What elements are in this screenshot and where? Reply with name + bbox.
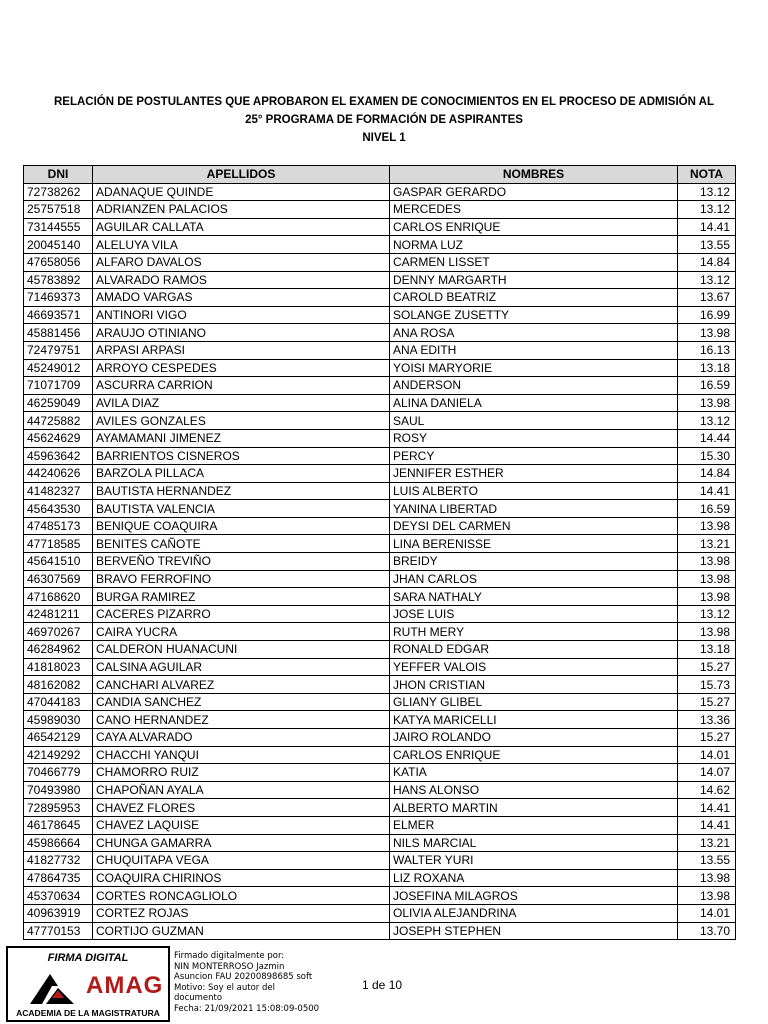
table-row [24, 588, 736, 606]
cell-nombres: SARA NATHALY [390, 588, 678, 606]
table-row [24, 482, 736, 500]
cell-nota: 14.41 [678, 816, 736, 834]
cell-apellidos: AGUILAR CALLATA [93, 218, 390, 236]
cell-nota: 13.36 [678, 711, 736, 729]
cell-nota: 16.13 [678, 341, 736, 359]
cell-apellidos: CHAMORRO RUIZ [93, 764, 390, 782]
cell-dni: 45989030 [24, 711, 93, 729]
cell-nota: 13.21 [678, 535, 736, 553]
table-row [24, 201, 736, 219]
cell-nota: 13.18 [678, 641, 736, 659]
cell-apellidos: BAUTISTA VALENCIA [93, 500, 390, 518]
cell-apellidos: BERVEÑO TREVIÑO [93, 553, 390, 571]
table-row [24, 341, 736, 359]
cell-dni: 44240626 [24, 465, 93, 483]
cell-nombres: BREIDY [390, 553, 678, 571]
cell-nota: 15.73 [678, 676, 736, 694]
cell-dni: 46970267 [24, 623, 93, 641]
table-row [24, 183, 736, 201]
cell-nombres: YANINA LIBERTAD [390, 500, 678, 518]
cell-apellidos: CORTIJO GUZMAN [93, 922, 390, 940]
cell-apellidos: ARROYO CESPEDES [93, 359, 390, 377]
cell-apellidos: CACERES PIZARRO [93, 605, 390, 623]
table-row [24, 676, 736, 694]
cell-apellidos: ARPASI ARPASI [93, 341, 390, 359]
cell-apellidos: COAQUIRA CHIRINOS [93, 869, 390, 887]
cell-dni: 42149292 [24, 746, 93, 764]
cell-nota: 13.55 [678, 852, 736, 870]
cell-nombres: RUTH MERY [390, 623, 678, 641]
cell-nombres: OLIVIA ALEJANDRINA [390, 904, 678, 922]
cell-apellidos: ADANAQUE QUINDE [93, 183, 390, 201]
table-row [24, 693, 736, 711]
table-row [24, 271, 736, 289]
table-row [24, 412, 736, 430]
cell-dni: 72738262 [24, 183, 93, 201]
cell-dni: 70466779 [24, 764, 93, 782]
cell-nombres: YEFFER VALOIS [390, 658, 678, 676]
cell-nota: 13.98 [678, 887, 736, 905]
cell-dni: 72479751 [24, 341, 93, 359]
cell-nota: 14.01 [678, 904, 736, 922]
table-row [24, 641, 736, 659]
cell-nota: 13.98 [678, 553, 736, 571]
table-row [24, 517, 736, 535]
applicants-table [23, 165, 736, 940]
cell-nota: 13.98 [678, 869, 736, 887]
cell-dni: 42481211 [24, 605, 93, 623]
cell-apellidos: CHAVEZ LAQUISE [93, 816, 390, 834]
cell-apellidos: CANDIA SANCHEZ [93, 693, 390, 711]
cell-nota: 16.59 [678, 500, 736, 518]
cell-dni: 47485173 [24, 517, 93, 535]
cell-nombres: DENNY MARGARTH [390, 271, 678, 289]
cell-nombres: GASPAR GERARDO [390, 183, 678, 201]
cell-nota: 14.41 [678, 799, 736, 817]
cell-dni: 45624629 [24, 429, 93, 447]
table-row [24, 904, 736, 922]
cell-nota: 13.12 [678, 412, 736, 430]
cell-nota: 13.70 [678, 922, 736, 940]
cell-dni: 45643530 [24, 500, 93, 518]
cell-nombres: JENNIFER ESTHER [390, 465, 678, 483]
cell-nota: 15.27 [678, 658, 736, 676]
cell-nombres: GLIANY GLIBEL [390, 693, 678, 711]
table-row [24, 570, 736, 588]
cell-dni: 25757518 [24, 201, 93, 219]
cell-apellidos: BARRIENTOS CISNEROS [93, 447, 390, 465]
cell-nombres: ALINA DANIELA [390, 394, 678, 412]
header-dni: DNI [24, 166, 93, 184]
cell-nota: 14.84 [678, 465, 736, 483]
cell-nota: 14.44 [678, 429, 736, 447]
table-row [24, 623, 736, 641]
signature-details [174, 951, 324, 1015]
cell-apellidos: AYAMAMANI JIMENEZ [93, 429, 390, 447]
cell-apellidos: BARZOLA PILLACA [93, 465, 390, 483]
cell-nota: 13.12 [678, 201, 736, 219]
cell-dni: 41827732 [24, 852, 93, 870]
cell-nombres: ELMER [390, 816, 678, 834]
page-number: 1 de 10 [362, 978, 403, 992]
signature-line: Fecha: 21/09/2021 15:08:09-0500 [174, 1003, 320, 1014]
table-row [24, 799, 736, 817]
cell-dni: 47658056 [24, 253, 93, 271]
cell-apellidos: CAIRA YUCRA [93, 623, 390, 641]
cell-dni: 47168620 [24, 588, 93, 606]
cell-nota: 14.01 [678, 746, 736, 764]
cell-nota: 13.21 [678, 834, 736, 852]
cell-nombres: KATYA MARICELLI [390, 711, 678, 729]
table-row [24, 377, 736, 395]
cell-nota: 13.98 [678, 394, 736, 412]
table-row [24, 324, 736, 342]
cell-dni: 45370634 [24, 887, 93, 905]
cell-nota: 15.27 [678, 729, 736, 747]
table-row [24, 500, 736, 518]
header-apellidos: APELLIDOS [93, 166, 390, 184]
cell-nombres: NORMA LUZ [390, 236, 678, 254]
signature-line: NIN MONTERROSO Jazmin [174, 961, 285, 972]
digital-signature-logo [6, 946, 170, 1022]
cell-dni: 71071709 [24, 377, 93, 395]
cell-apellidos: CAYA ALVARADO [93, 729, 390, 747]
cell-apellidos: CHACCHI YANQUI [93, 746, 390, 764]
cell-nota: 13.18 [678, 359, 736, 377]
cell-dni: 46259049 [24, 394, 93, 412]
table-row [24, 236, 736, 254]
table-row [24, 447, 736, 465]
cell-apellidos: ARAUJO OTINIANO [93, 324, 390, 342]
cell-dni: 73144555 [24, 218, 93, 236]
cell-nombres: JHON CRISTIAN [390, 676, 678, 694]
cell-dni: 44725882 [24, 412, 93, 430]
table-row [24, 535, 736, 553]
cell-nota: 14.62 [678, 781, 736, 799]
cell-nota: 13.98 [678, 324, 736, 342]
cell-apellidos: CANCHARI ALVAREZ [93, 676, 390, 694]
table-row [24, 711, 736, 729]
cell-apellidos: BRAVO FERROFINO [93, 570, 390, 588]
table-row [24, 746, 736, 764]
cell-apellidos: CORTES RONCAGLIOLO [93, 887, 390, 905]
cell-dni: 45963642 [24, 447, 93, 465]
title-line-1: RELACIÓN DE POSTULANTES QUE APROBARON EL EXAMEN DE CONOCIMIENTOS EN EL PROCESO DE ADMISIÓN AL [53, 96, 715, 108]
table-row [24, 869, 736, 887]
cell-nombres: JHAN CARLOS [390, 570, 678, 588]
cell-dni: 45881456 [24, 324, 93, 342]
cell-nombres: LIZ ROXANA [390, 869, 678, 887]
cell-dni: 45249012 [24, 359, 93, 377]
cell-nombres: LUIS ALBERTO [390, 482, 678, 500]
cell-dni: 46307569 [24, 570, 93, 588]
cell-dni: 41482327 [24, 482, 93, 500]
cell-apellidos: CALDERON HUANACUNI [93, 641, 390, 659]
cell-nombres: SAUL [390, 412, 678, 430]
cell-nota: 14.84 [678, 253, 736, 271]
cell-dni: 47718585 [24, 535, 93, 553]
cell-apellidos: AVILES GONZALES [93, 412, 390, 430]
cell-dni: 46284962 [24, 641, 93, 659]
table-row [24, 359, 736, 377]
table-row [24, 289, 736, 307]
cell-dni: 47044183 [24, 693, 93, 711]
cell-nombres: CARLOS ENRIQUE [390, 218, 678, 236]
header-nota: NOTA [678, 166, 736, 184]
cell-nombres: NILS MARCIAL [390, 834, 678, 852]
cell-nota: 14.41 [678, 482, 736, 500]
cell-nombres: PERCY [390, 447, 678, 465]
amag-logo-text: AMAG [86, 972, 164, 999]
cell-nota: 13.55 [678, 236, 736, 254]
cell-dni: 46693571 [24, 306, 93, 324]
cell-dni: 45986664 [24, 834, 93, 852]
cell-apellidos: ALFARO DAVALOS [93, 253, 390, 271]
cell-apellidos: CORTEZ ROJAS [93, 904, 390, 922]
cell-dni: 47864735 [24, 869, 93, 887]
table-body [24, 183, 736, 940]
table-row [24, 394, 736, 412]
cell-nombres: KATIA [390, 764, 678, 782]
table-header-row [24, 166, 736, 184]
cell-apellidos: ALVARADO RAMOS [93, 271, 390, 289]
signature-line: Motivo: Soy el autor del [174, 982, 275, 993]
cell-apellidos: BURGA RAMIREZ [93, 588, 390, 606]
cell-nombres: CARMEN LISSET [390, 253, 678, 271]
cell-nombres: WALTER YURI [390, 852, 678, 870]
table-row [24, 306, 736, 324]
cell-nota: 13.98 [678, 570, 736, 588]
cell-nombres: ALBERTO MARTIN [390, 799, 678, 817]
cell-dni: 48162082 [24, 676, 93, 694]
table-row [24, 658, 736, 676]
table-row [24, 218, 736, 236]
cell-nota: 16.59 [678, 377, 736, 395]
table-row [24, 429, 736, 447]
cell-apellidos: CHUNGA GAMARRA [93, 834, 390, 852]
cell-apellidos: ALELUYA VILA [93, 236, 390, 254]
cell-apellidos: BENITES CAÑOTE [93, 535, 390, 553]
header-nombres: NOMBRES [390, 166, 678, 184]
cell-nombres: RONALD EDGAR [390, 641, 678, 659]
cell-apellidos: BAUTISTA HERNANDEZ [93, 482, 390, 500]
cell-nota: 14.07 [678, 764, 736, 782]
cell-apellidos: ADRIANZEN PALACIOS [93, 201, 390, 219]
cell-dni: 40963919 [24, 904, 93, 922]
cell-nota: 16.99 [678, 306, 736, 324]
table-row [24, 922, 736, 940]
cell-nombres: CARLOS ENRIQUE [390, 746, 678, 764]
cell-apellidos: CHAVEZ FLORES [93, 799, 390, 817]
cell-nombres: SOLANGE ZUSETTY [390, 306, 678, 324]
cell-nombres: ANA EDITH [390, 341, 678, 359]
cell-nombres: JOSEFINA MILAGROS [390, 887, 678, 905]
table-row [24, 729, 736, 747]
cell-nombres: ROSY [390, 429, 678, 447]
table-row [24, 553, 736, 571]
cell-apellidos: CALSINA AGUILAR [93, 658, 390, 676]
signature-line: Asuncion FAU 20200898685 soft [174, 972, 313, 983]
amag-logo-icon [28, 968, 78, 1006]
cell-nota: 13.12 [678, 271, 736, 289]
cell-dni: 72895953 [24, 799, 93, 817]
table-row [24, 605, 736, 623]
cell-nota: 14.41 [678, 218, 736, 236]
cell-nota: 13.98 [678, 588, 736, 606]
firma-digital-label: FIRMA DIGITAL [47, 952, 129, 964]
cell-apellidos: BENIQUE COAQUIRA [93, 517, 390, 535]
cell-dni: 45641510 [24, 553, 93, 571]
signature-line: Firmado digitalmente por: [174, 951, 285, 961]
cell-nombres: ANDERSON [390, 377, 678, 395]
cell-dni: 41818023 [24, 658, 93, 676]
cell-dni: 47770153 [24, 922, 93, 940]
cell-dni: 70493980 [24, 781, 93, 799]
table-row [24, 852, 736, 870]
academia-label: ACADEMIA DE LA MAGISTRATURA [16, 1008, 160, 1018]
cell-dni: 46178645 [24, 816, 93, 834]
cell-nota: 15.27 [678, 693, 736, 711]
cell-apellidos: AMADO VARGAS [93, 289, 390, 307]
cell-nota: 15.30 [678, 447, 736, 465]
document-title [0, 93, 768, 147]
table-row [24, 887, 736, 905]
cell-nombres: CAROLD BEATRIZ [390, 289, 678, 307]
cell-nota: 13.12 [678, 183, 736, 201]
cell-apellidos: ASCURRA CARRION [93, 377, 390, 395]
table-row [24, 816, 736, 834]
cell-nota: 13.98 [678, 623, 736, 641]
cell-apellidos: CANO HERNANDEZ [93, 711, 390, 729]
signature-line: documento [174, 993, 223, 1004]
title-line-2: 25° PROGRAMA DE FORMACIÓN DE ASPIRANTES [245, 114, 523, 126]
title-line-3: NIVEL 1 [362, 132, 406, 144]
cell-nota: 13.67 [678, 289, 736, 307]
cell-nombres: DEYSI DEL CARMEN [390, 517, 678, 535]
table-row [24, 781, 736, 799]
cell-nombres: JAIRO ROLANDO [390, 729, 678, 747]
cell-apellidos: AVILA DIAZ [93, 394, 390, 412]
cell-nota: 13.98 [678, 517, 736, 535]
cell-nombres: HANS ALONSO [390, 781, 678, 799]
table-row [24, 253, 736, 271]
cell-apellidos: CHAPOÑAN AYALA [93, 781, 390, 799]
cell-dni: 71469373 [24, 289, 93, 307]
cell-dni: 20045140 [24, 236, 93, 254]
cell-dni: 46542129 [24, 729, 93, 747]
cell-nombres: JOSEPH STEPHEN [390, 922, 678, 940]
cell-nombres: LINA BERENISSE [390, 535, 678, 553]
cell-nombres: MERCEDES [390, 201, 678, 219]
cell-nombres: ANA ROSA [390, 324, 678, 342]
cell-dni: 45783892 [24, 271, 93, 289]
cell-apellidos: ANTINORI VIGO [93, 306, 390, 324]
cell-nombres: YOISI MARYORIE [390, 359, 678, 377]
table-row [24, 764, 736, 782]
cell-nombres: JOSE LUIS [390, 605, 678, 623]
cell-nota: 13.12 [678, 605, 736, 623]
table-row [24, 834, 736, 852]
cell-apellidos: CHUQUITAPA VEGA [93, 852, 390, 870]
table-row [24, 465, 736, 483]
